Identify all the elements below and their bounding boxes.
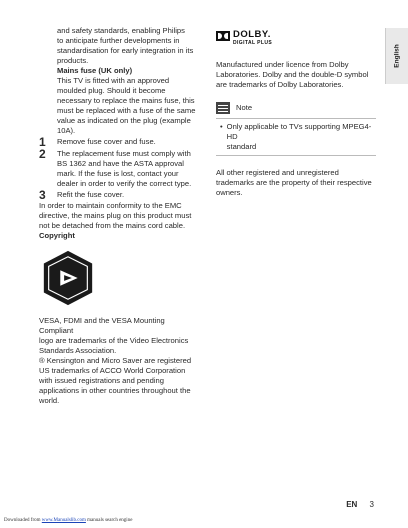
step-number: 1 — [39, 135, 46, 149]
step-text — [57, 137, 201, 147]
text-line: standard — [226, 142, 257, 151]
step-number: 2 — [39, 147, 46, 161]
text-line: Remove fuse cover and fuse. — [57, 137, 156, 146]
text-line: Standards Association. — [39, 346, 117, 355]
note-icon — [216, 102, 230, 114]
page-footer — [346, 500, 374, 509]
intro-paragraph — [39, 26, 201, 66]
note-label: Note — [236, 103, 253, 112]
text-line: Laboratories. Dolby and the double-D symbol — [216, 70, 369, 79]
text-line: world. — [39, 396, 60, 405]
dolby-paragraph — [216, 60, 376, 90]
step-text — [57, 190, 201, 200]
text-line: must be replaced with a fuse of the same — [57, 106, 196, 115]
emc-paragraph — [39, 201, 201, 231]
fuse-heading: Mains fuse (UK only) — [57, 66, 133, 75]
language-tab-label: English — [393, 44, 401, 68]
download-credit — [4, 518, 132, 523]
step-2 — [39, 149, 201, 189]
text-line: Refit the fuse cover. — [57, 190, 125, 199]
note-text — [227, 122, 376, 152]
text-line: applications in other countries throughout the — [39, 386, 191, 395]
text-line: trademarks are the property of their respective — [216, 178, 372, 187]
trademark-paragraph — [216, 168, 376, 198]
vesa-mounting-compliant-logo — [39, 249, 97, 307]
text-line: In order to maintain conformity to the EMC — [39, 201, 182, 210]
text-line: All other registered and unregistered — [216, 168, 339, 177]
text-line: necessary to replace the mains fuse, this — [57, 96, 195, 105]
text-line: Only applicable to TVs supporting MPEG4-HD — [226, 122, 372, 141]
dolby-sub: DIGITAL PLUS — [233, 40, 273, 46]
text-line: directive, the mains plug on this product must — [39, 211, 192, 220]
text-line: moulded plug. Should it become — [57, 86, 166, 95]
manualslib-link[interactable]: www.Manualslib.com — [41, 518, 86, 523]
copyright-heading: Copyright — [39, 231, 75, 240]
text-line: not be detached from the mains cord cable. — [39, 221, 186, 230]
download-suffix: manuals search engine — [87, 518, 133, 523]
language-tab[interactable] — [385, 28, 408, 84]
text-line: The replacement fuse must comply with — [57, 149, 191, 158]
right-column — [216, 30, 376, 198]
bullet-icon: • — [220, 122, 223, 131]
kensington-paragraph — [39, 356, 201, 406]
step-number: 3 — [39, 188, 46, 202]
download-prefix: Downloaded from — [4, 518, 41, 523]
note-bullet-item — [216, 122, 376, 152]
text-line: dealer in order to verify the correct type. — [57, 179, 192, 188]
text-line: are trademarks of Dolby Laboratories. — [216, 80, 344, 89]
text-line: value as indicated on the plug (example — [57, 116, 191, 125]
text-line: mark. If the fuse is lost, contact your — [57, 169, 179, 178]
note-box — [216, 118, 376, 156]
text-line: logo are trademarks of the Video Electronics — [39, 336, 189, 345]
text-line: owners. — [216, 188, 243, 197]
dolby-digital-plus-logo — [216, 30, 376, 46]
step-text — [57, 149, 201, 189]
text-line: VESA, FDMI and the VESA Mounting Compliant — [39, 316, 165, 335]
text-line: This TV is fitted with an approved — [57, 76, 170, 85]
text-line: Manufactured under licence from Dolby — [216, 60, 349, 69]
footer-language: EN — [346, 500, 358, 509]
text-line: 10A). — [57, 126, 76, 135]
text-line: ® Kensington and Micro Saver are registered — [39, 356, 192, 365]
page-number: 3 — [369, 500, 374, 509]
text-line: products. — [57, 56, 89, 65]
vesa-paragraph — [39, 316, 201, 356]
fuse-paragraph — [39, 76, 201, 136]
dolby-wordmark — [233, 30, 272, 46]
text-line: standardisation for early integration in its — [57, 46, 194, 55]
left-column — [39, 26, 201, 406]
text-line: US trademarks of ACCO World Corporation — [39, 366, 186, 375]
dolby-word: DOLBY. — [233, 29, 271, 40]
text-line: to anticipate further developments in — [57, 36, 180, 45]
text-line: and safety standards, enabling Philips — [57, 26, 185, 35]
note-header — [216, 102, 376, 114]
text-line: with issued registrations and pending — [39, 376, 164, 385]
dolby-double-d-icon — [216, 31, 230, 41]
step-3 — [39, 190, 201, 201]
text-line: BS 1362 and have the ASTA approval — [57, 159, 184, 168]
step-1 — [39, 137, 201, 148]
